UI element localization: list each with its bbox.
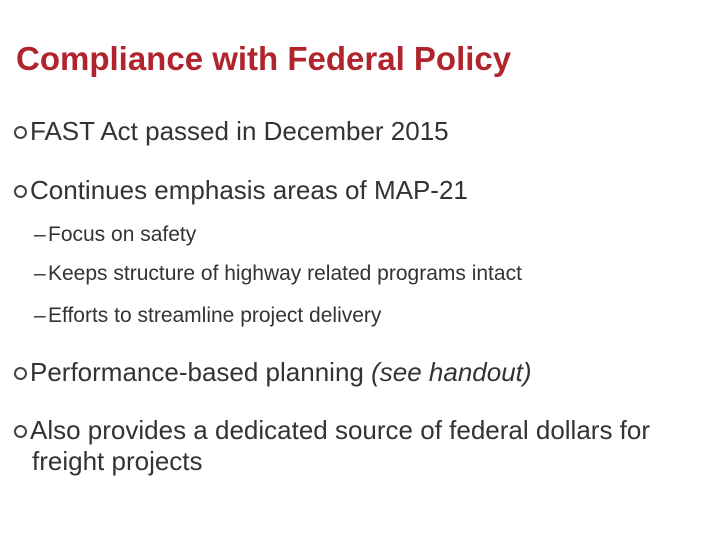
sub-bullet-3-text: Efforts to streamline project delivery [48, 304, 382, 327]
bullet-3-italic: (see handout) [371, 357, 532, 387]
bullet-4 [14, 415, 704, 477]
bullet-3 [14, 357, 704, 388]
bullet-4-text: Also provides a dedicated source of federal dollars for [30, 415, 651, 445]
circle-bullet-icon [14, 367, 27, 380]
sub-bullet-1-text: Focus on safety [48, 223, 197, 246]
sub-bullet-1 [34, 222, 196, 247]
bullet-3-text: Performance-based planning [30, 357, 372, 387]
slide-title: Compliance with Federal Policy [16, 40, 512, 77]
bullet-2 [14, 175, 704, 206]
sub-bullet-2 [34, 261, 522, 286]
circle-bullet-icon [14, 185, 27, 198]
circle-bullet-icon [14, 126, 27, 139]
bullet-4-continuation: freight projects [32, 446, 203, 476]
sub-bullet-3 [34, 303, 381, 328]
sub-bullet-2-text: Keeps structure of highway related programs intact [48, 262, 522, 285]
circle-bullet-icon [14, 425, 27, 438]
bullet-1-text: FAST Act passed in December 2015 [30, 116, 449, 146]
dash-bullet-icon: – [34, 223, 46, 246]
bullet-1 [14, 116, 704, 147]
bullet-2-text: Continues emphasis areas of MAP-21 [30, 175, 468, 205]
dash-bullet-icon: – [34, 304, 46, 327]
dash-bullet-icon: – [34, 262, 46, 285]
